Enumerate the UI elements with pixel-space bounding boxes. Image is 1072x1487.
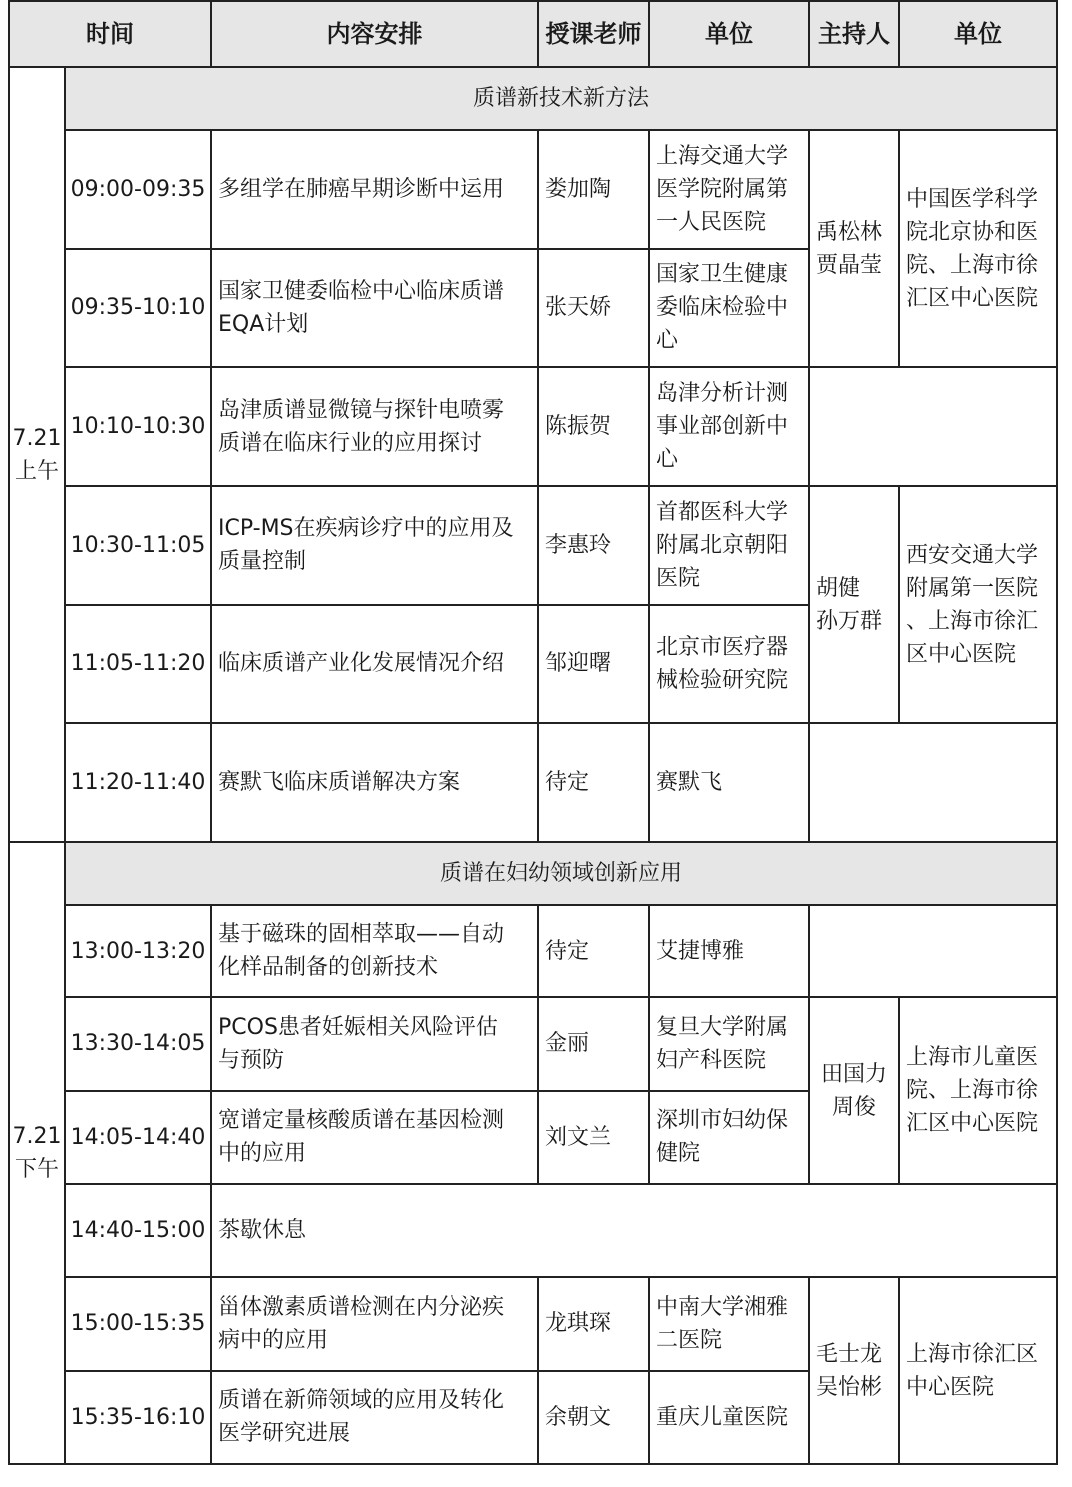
header-teacher: 授课老师: [538, 1, 649, 67]
day-morning: 7.21 上午: [9, 67, 65, 842]
host-unit-cell: 西安交通大学 附属第一医院 、上海市徐汇 区中心医院: [899, 486, 1057, 723]
unit-cell: 赛默飞: [649, 723, 809, 842]
topic-cell: 基于磁珠的固相萃取——自动 化样品制备的创新技术: [211, 905, 538, 997]
header-host-unit: 单位: [899, 1, 1057, 67]
unit-cell: 首都医科大学 附属北京朝阳 医院: [649, 486, 809, 605]
time-cell: 11:05-11:20: [65, 605, 211, 724]
empty-host-cell: [809, 905, 1057, 997]
topic-cell: 岛津质谱显微镜与探针电喷雾 质谱在临床行业的应用探讨: [211, 367, 538, 486]
unit-cell: 北京市医疗器 械检验研究院: [649, 605, 809, 724]
session-row-morning: [9, 67, 1057, 130]
table-row-break: [9, 1184, 1057, 1277]
topic-cell: PCOS患者妊娠相关风险评估 与预防: [211, 997, 538, 1090]
topic-cell: 甾体激素质谱检测在内分泌疾 病中的应用: [211, 1277, 538, 1370]
host-cell: 禹松林 贾晶莹: [809, 130, 899, 367]
table-row: [9, 997, 1057, 1090]
teacher-cell: 龙琪琛: [538, 1277, 649, 1370]
topic-cell: ICP-MS在疾病诊疗中的应用及 质量控制: [211, 486, 538, 605]
header-content: 内容安排: [211, 1, 538, 67]
topic-cell: 临床质谱产业化发展情况介绍: [211, 605, 538, 724]
empty-host-cell: [809, 723, 1057, 842]
schedule-table: [8, 0, 1058, 1465]
session-title: 质谱新技术新方法: [65, 67, 1057, 130]
unit-cell: 重庆儿童医院: [649, 1371, 809, 1464]
break-cell: 茶歇休息: [211, 1184, 1057, 1277]
teacher-cell: 娄加陶: [538, 130, 649, 249]
table-row: [9, 1277, 1057, 1370]
unit-cell: 艾捷博雅: [649, 905, 809, 997]
unit-cell: 上海交通大学 医学院附属第 一人民医院: [649, 130, 809, 249]
teacher-cell: 待定: [538, 723, 649, 842]
unit-cell: 岛津分析计测 事业部创新中 心: [649, 367, 809, 486]
unit-cell: 深圳市妇幼保 健院: [649, 1091, 809, 1184]
teacher-cell: 陈振贺: [538, 367, 649, 486]
table-row: [9, 367, 1057, 486]
unit-cell: 中南大学湘雅 二医院: [649, 1277, 809, 1370]
time-cell: 09:00-09:35: [65, 130, 211, 249]
host-cell: 田国力 周俊: [809, 997, 899, 1184]
topic-cell: 宽谱定量核酸质谱在基因检测 中的应用: [211, 1091, 538, 1184]
teacher-cell: 金丽: [538, 997, 649, 1090]
header-time: 时间: [9, 1, 211, 67]
table-row: [9, 905, 1057, 997]
host-unit-cell: 中国医学科学 院北京协和医 院、上海市徐 汇区中心医院: [899, 130, 1057, 367]
time-cell: 09:35-10:10: [65, 249, 211, 368]
time-cell: 15:35-16:10: [65, 1371, 211, 1464]
time-cell: 13:30-14:05: [65, 997, 211, 1090]
teacher-cell: 李惠玲: [538, 486, 649, 605]
time-cell: 10:30-11:05: [65, 486, 211, 605]
header-row: [9, 1, 1057, 67]
teacher-cell: 待定: [538, 905, 649, 997]
session-row-afternoon: [9, 842, 1057, 905]
header-host: 主持人: [809, 1, 899, 67]
session-title: 质谱在妇幼领域创新应用: [65, 842, 1057, 905]
unit-cell: 国家卫生健康 委临床检验中 心: [649, 249, 809, 368]
teacher-cell: 邹迎曙: [538, 605, 649, 724]
teacher-cell: 余朝文: [538, 1371, 649, 1464]
teacher-cell: 张天娇: [538, 249, 649, 368]
time-cell: 13:00-13:20: [65, 905, 211, 997]
topic-cell: 质谱在新筛领域的应用及转化 医学研究进展: [211, 1371, 538, 1464]
host-unit-cell: 上海市徐汇区 中心医院: [899, 1277, 1057, 1464]
table-row: [9, 723, 1057, 842]
day-afternoon: 7.21 下午: [9, 842, 65, 1464]
header-unit: 单位: [649, 1, 809, 67]
table-row: [9, 130, 1057, 249]
teacher-cell: 刘文兰: [538, 1091, 649, 1184]
time-cell: 14:05-14:40: [65, 1091, 211, 1184]
time-cell: 14:40-15:00: [65, 1184, 211, 1277]
empty-host-cell: [809, 367, 1057, 486]
topic-cell: 赛默飞临床质谱解决方案: [211, 723, 538, 842]
table-row: [9, 486, 1057, 605]
topic-cell: 多组学在肺癌早期诊断中运用: [211, 130, 538, 249]
time-cell: 11:20-11:40: [65, 723, 211, 842]
time-cell: 10:10-10:30: [65, 367, 211, 486]
unit-cell: 复旦大学附属 妇产科医院: [649, 997, 809, 1090]
topic-cell: 国家卫健委临检中心临床质谱 EQA计划: [211, 249, 538, 368]
time-cell: 15:00-15:35: [65, 1277, 211, 1370]
host-cell: 毛士龙 吴怡彬: [809, 1277, 899, 1464]
host-cell: 胡健 孙万群: [809, 486, 899, 723]
host-unit-cell: 上海市儿童医 院、上海市徐 汇区中心医院: [899, 997, 1057, 1184]
